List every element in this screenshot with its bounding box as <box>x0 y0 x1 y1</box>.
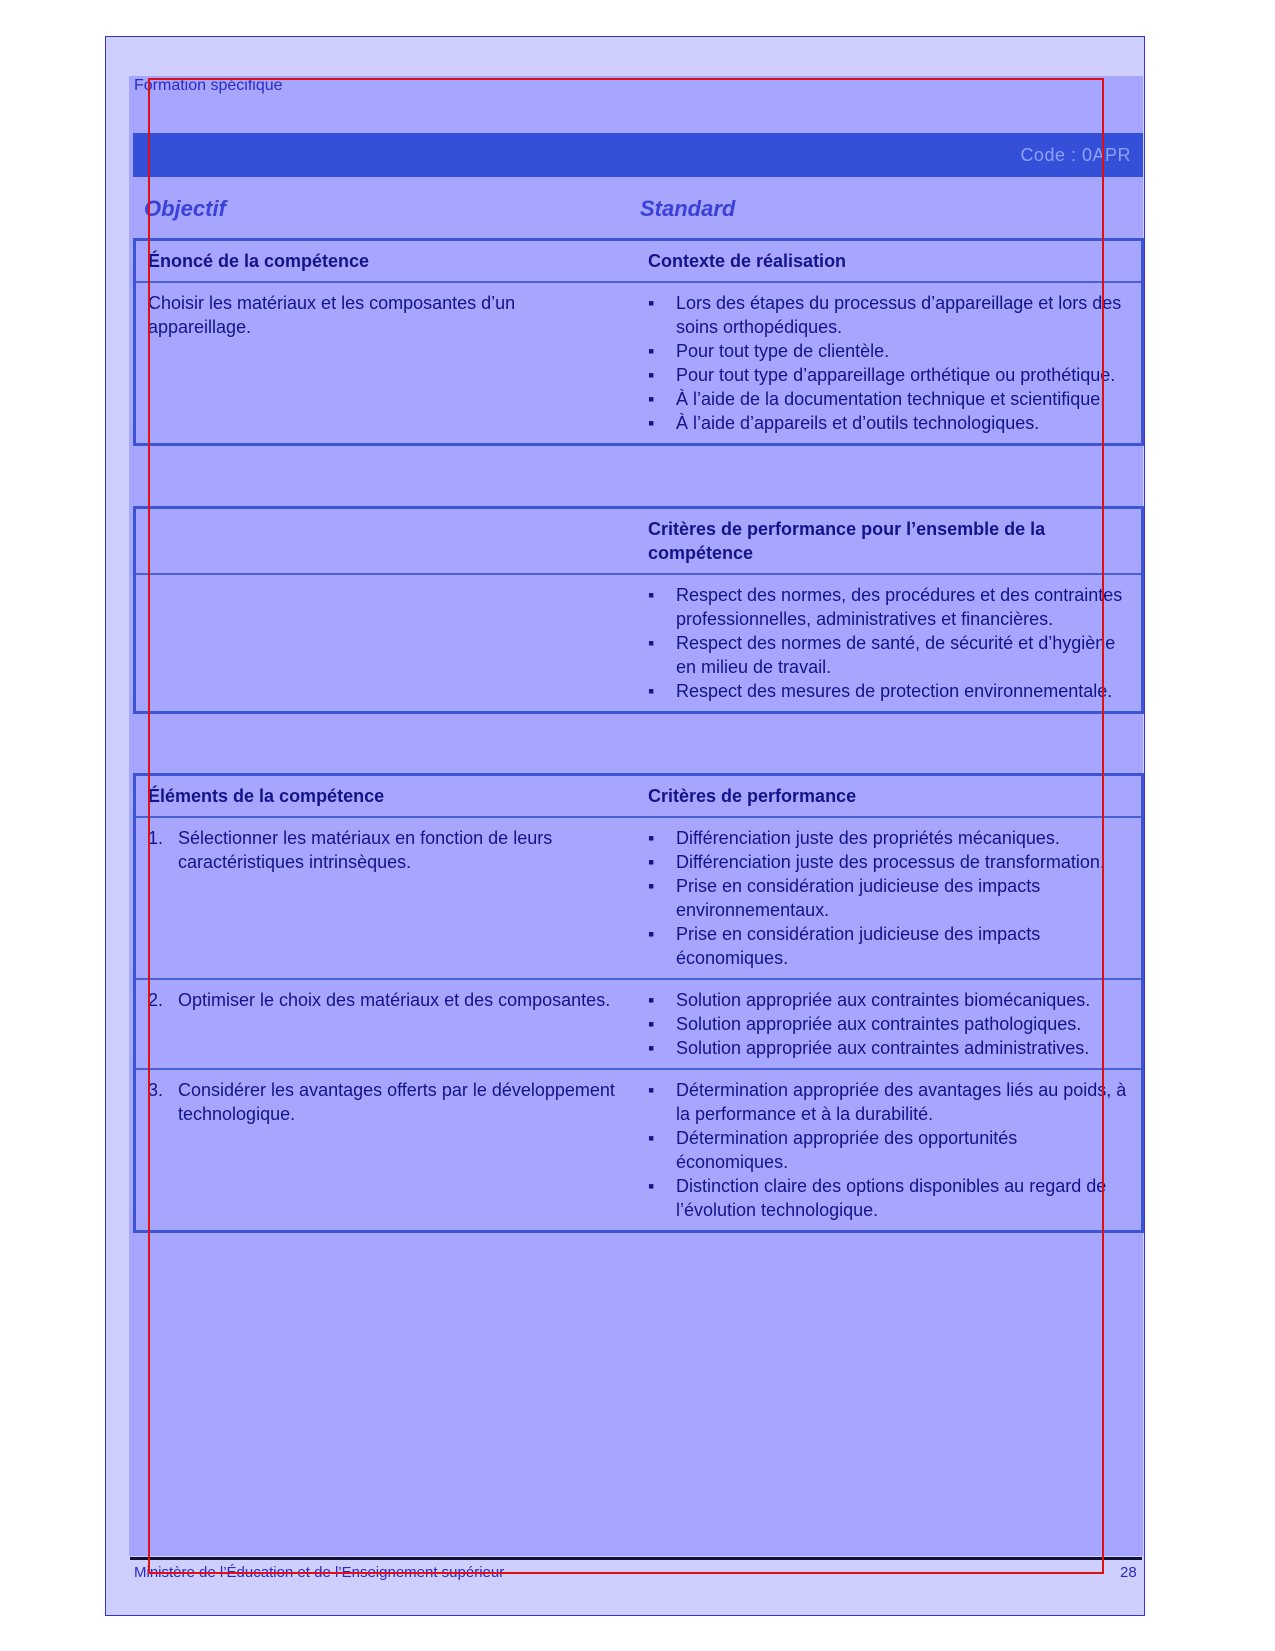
criteres-ensemble-header: Critères de performance pour l’ensemble de la compétence <box>648 519 1046 563</box>
criteria-cell <box>634 1069 1143 1232</box>
list-item: ▪ Solution appropriée aux contraintes administratives. <box>676 1036 1129 1060</box>
heading-standard: Standard <box>640 196 736 221</box>
code-bar <box>133 133 1143 177</box>
list-item: ▪ Pour tout type d’appareillage orthétique ou prothétique. <box>676 363 1129 387</box>
element-cell <box>135 979 635 1069</box>
list-item: ▪ Détermination appropriée des opportunités économiques. <box>676 1126 1129 1174</box>
list-item: ▪ Différenciation juste des propriétés mécaniques. <box>676 826 1129 850</box>
list-item: ▪ Respect des mesures de protection environnementale. <box>676 679 1129 703</box>
list-item: ▪ À l’aide de la documentation technique et scientifique. <box>676 387 1129 411</box>
list-item: ▪ Différenciation juste des processus de transformation. <box>676 850 1129 874</box>
contexte-header: Contexte de réalisation <box>648 251 847 271</box>
footer-divider <box>130 1557 1142 1560</box>
elements-table <box>133 773 1144 1233</box>
criteres-ensemble-list <box>634 574 1143 713</box>
criteres-header: Critères de performance <box>648 786 857 806</box>
element-cell <box>135 1069 635 1232</box>
section-label: Formation spécifique <box>134 77 283 94</box>
list-item: ▪ À l’aide d’appareils et d’outils technologiques. <box>676 411 1129 435</box>
criteria-cell <box>634 979 1143 1069</box>
table-row <box>135 979 1143 1069</box>
table-row <box>135 817 1143 979</box>
empty-cell <box>135 508 635 575</box>
criteria-overall-table <box>133 506 1144 714</box>
element-text: Optimiser le choix des matériaux et des composantes. <box>178 990 611 1010</box>
page-number: 28 <box>1120 1564 1137 1581</box>
empty-cell <box>135 574 635 713</box>
list-item: ▪ Respect des normes, des procédures et des contraintes professionnelles, administratives et financières. <box>676 583 1129 631</box>
list-item: ▪ Détermination appropriée des avantages liés au poids, à la performance et à la durabilité. <box>676 1078 1129 1126</box>
element-number: 1. <box>148 828 164 848</box>
list-item: ▪ Prise en considération judicieuse des impacts environnementaux. <box>676 874 1129 922</box>
contexte-list <box>634 282 1143 445</box>
competence-table <box>133 238 1144 446</box>
list-item: ▪ Lors des étapes du processus d’appareillage et lors des soins orthopédiques. <box>676 291 1129 339</box>
element-text: Sélectionner les matériaux en fonction de leurs caractéristiques intrinsèques. <box>178 828 553 872</box>
enonce-text: Choisir les matériaux et les composantes d’un appareillage. <box>135 282 635 445</box>
list-item: ▪ Respect des normes de santé, de sécurité et d’hygiène en milieu de travail. <box>676 631 1129 679</box>
competency-code: Code : 0APR <box>1020 145 1131 165</box>
element-number: 3. <box>148 1080 164 1100</box>
list-item: ▪ Distinction claire des options disponibles au regard de l’évolution technologique. <box>676 1174 1129 1222</box>
elements-header: Éléments de la compétence <box>148 786 385 806</box>
element-number: 2. <box>148 990 164 1010</box>
enonce-header: Énoncé de la compétence <box>148 251 370 271</box>
heading-objectif: Objectif <box>144 196 226 221</box>
criteria-cell <box>634 817 1143 979</box>
list-item: ▪ Pour tout type de clientèle. <box>676 339 1129 363</box>
footer-ministry: Ministère de l’Éducation et de l’Enseignement supérieur <box>134 1564 505 1581</box>
list-item: ▪ Prise en considération judicieuse des impacts économiques. <box>676 922 1129 970</box>
list-item: ▪ Solution appropriée aux contraintes pathologiques. <box>676 1012 1129 1036</box>
element-text: Considérer les avantages offerts par le développement technologique. <box>178 1080 615 1124</box>
table-row <box>135 1069 1143 1232</box>
element-cell <box>135 817 635 979</box>
list-item: ▪ Solution appropriée aux contraintes biomécaniques. <box>676 988 1129 1012</box>
